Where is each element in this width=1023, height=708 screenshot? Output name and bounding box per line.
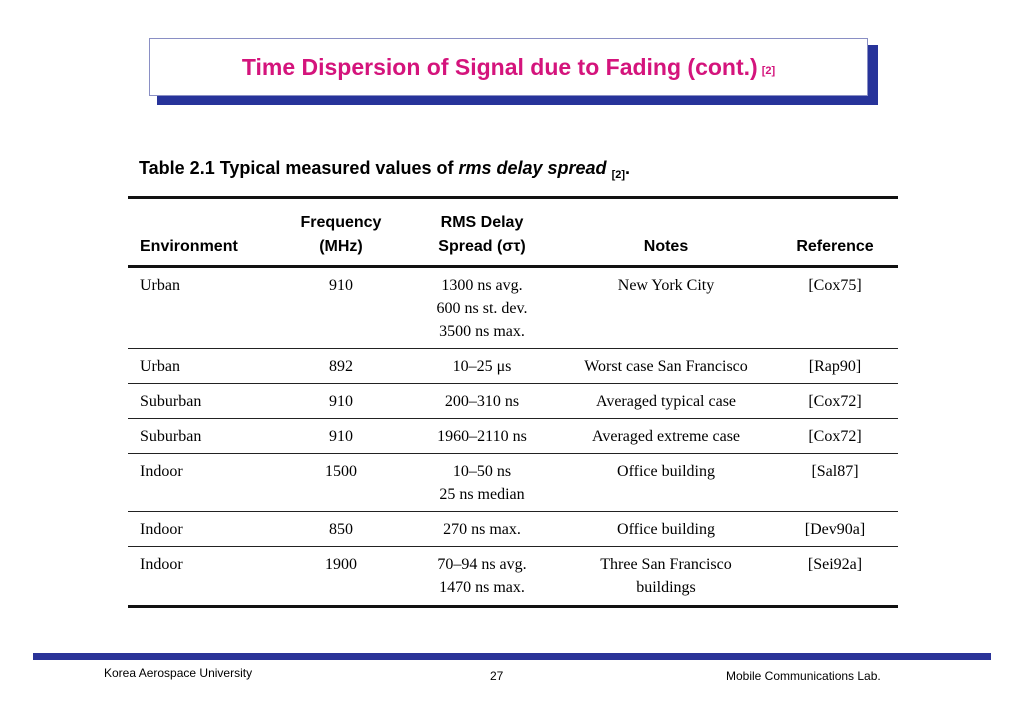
cell-rms-line: 200–310 ns xyxy=(444,393,520,410)
table-row xyxy=(128,419,898,453)
delay-spread-table xyxy=(128,196,898,608)
cell-environment: Urban xyxy=(140,277,180,294)
cell-rms-delay xyxy=(404,425,560,453)
cell-notes xyxy=(560,355,772,383)
table-row xyxy=(128,512,898,546)
cell-notes-line: Averaged typical case xyxy=(595,393,737,410)
table-row xyxy=(128,268,898,348)
cell-rms-line: 70–94 ns avg. xyxy=(437,556,527,573)
header-frequency-line2: (MHz) xyxy=(319,238,363,255)
footer-page-number: 27 xyxy=(490,669,504,683)
table-header xyxy=(128,199,898,265)
header-rms xyxy=(404,211,560,259)
cell-rms-delay xyxy=(404,518,560,546)
footer-lab: Mobile Communications Lab. xyxy=(726,669,881,683)
cell-rms-line: 25 ns median xyxy=(439,486,525,503)
cell-notes xyxy=(560,553,772,605)
cell-frequency: 850 xyxy=(329,521,353,538)
cell-reference: [Dev90a] xyxy=(804,521,866,538)
cell-rms-line: 1300 ns avg. xyxy=(441,277,523,294)
cell-rms-delay xyxy=(404,355,560,383)
cell-notes-line: Worst case San Francisco xyxy=(584,358,748,375)
cell-environment: Indoor xyxy=(140,556,183,573)
cell-environment: Indoor xyxy=(140,521,183,538)
cell-rms-delay xyxy=(404,460,560,511)
title-box xyxy=(149,38,868,96)
cell-rms-line: 270 ns max. xyxy=(443,521,521,538)
cell-rms-line: 1470 ns max. xyxy=(439,579,525,596)
header-frequency-line1: Frequency xyxy=(300,214,382,231)
table-caption xyxy=(139,158,630,181)
cell-notes-line: Office building xyxy=(617,521,715,538)
cell-rms-line: 600 ns st. dev. xyxy=(436,300,528,317)
slide-title xyxy=(242,54,775,81)
cell-environment: Indoor xyxy=(140,463,183,480)
cell-notes xyxy=(560,274,772,348)
cell-environment: Suburban xyxy=(140,428,202,445)
caption-prefix: Table 2.1 Typical measured values of xyxy=(139,158,459,178)
table-row xyxy=(128,547,898,605)
cell-frequency: 1500 xyxy=(325,463,357,480)
cell-environment: Suburban xyxy=(140,393,202,410)
slide-title-ref: [2] xyxy=(761,64,776,77)
header-environment: Environment xyxy=(140,238,238,255)
cell-frequency: 892 xyxy=(329,358,353,375)
header-frequency xyxy=(278,211,404,259)
table-row xyxy=(128,349,898,383)
cell-rms-delay xyxy=(404,390,560,418)
cell-notes xyxy=(560,390,772,418)
header-reference: Reference xyxy=(796,238,874,255)
header-notes: Notes xyxy=(643,238,689,255)
caption-ref: [2] xyxy=(611,169,626,181)
table-bottom-rule xyxy=(128,605,898,608)
cell-environment: Urban xyxy=(140,358,180,375)
header-rms-line2: Spread (στ) xyxy=(438,238,526,255)
caption-italic: rms delay spread xyxy=(458,158,607,178)
cell-reference: [Cox72] xyxy=(808,428,862,445)
table-row xyxy=(128,454,898,511)
footer-university: Korea Aerospace University xyxy=(104,666,253,680)
cell-notes-line: New York City xyxy=(617,277,715,294)
cell-rms-delay xyxy=(404,553,560,605)
cell-notes xyxy=(560,518,772,546)
cell-notes xyxy=(560,460,772,511)
cell-notes-line: buildings xyxy=(636,579,696,596)
cell-notes-line: Averaged extreme case xyxy=(591,428,741,445)
cell-reference: [Cox75] xyxy=(808,277,862,294)
cell-frequency: 910 xyxy=(329,277,353,294)
cell-rms-line: 3500 ns max. xyxy=(439,323,525,340)
caption-suffix: . xyxy=(625,158,631,178)
cell-reference: [Rap90] xyxy=(808,358,862,375)
table-body xyxy=(128,268,898,605)
cell-notes xyxy=(560,425,772,453)
cell-frequency: 910 xyxy=(329,393,353,410)
cell-reference: [Sal87] xyxy=(811,463,859,480)
cell-notes-line: Office building xyxy=(617,463,715,480)
footer-bar xyxy=(33,653,991,660)
cell-notes-line: Three San Francisco xyxy=(600,556,732,573)
cell-rms-line: 10–50 ns xyxy=(452,463,512,480)
header-rms-line1: RMS Delay xyxy=(440,214,524,231)
cell-rms-line: 10–25 μs xyxy=(452,358,512,375)
cell-frequency: 1900 xyxy=(325,556,357,573)
cell-rms-delay xyxy=(404,274,560,348)
cell-reference: [Sei92a] xyxy=(807,556,863,573)
slide-title-text: Time Dispersion of Signal due to Fading (cont.) xyxy=(241,53,758,80)
cell-frequency: 910 xyxy=(329,428,353,445)
table-row xyxy=(128,384,898,418)
cell-reference: [Cox72] xyxy=(808,393,862,410)
cell-rms-line: 1960–2110 ns xyxy=(437,428,527,445)
